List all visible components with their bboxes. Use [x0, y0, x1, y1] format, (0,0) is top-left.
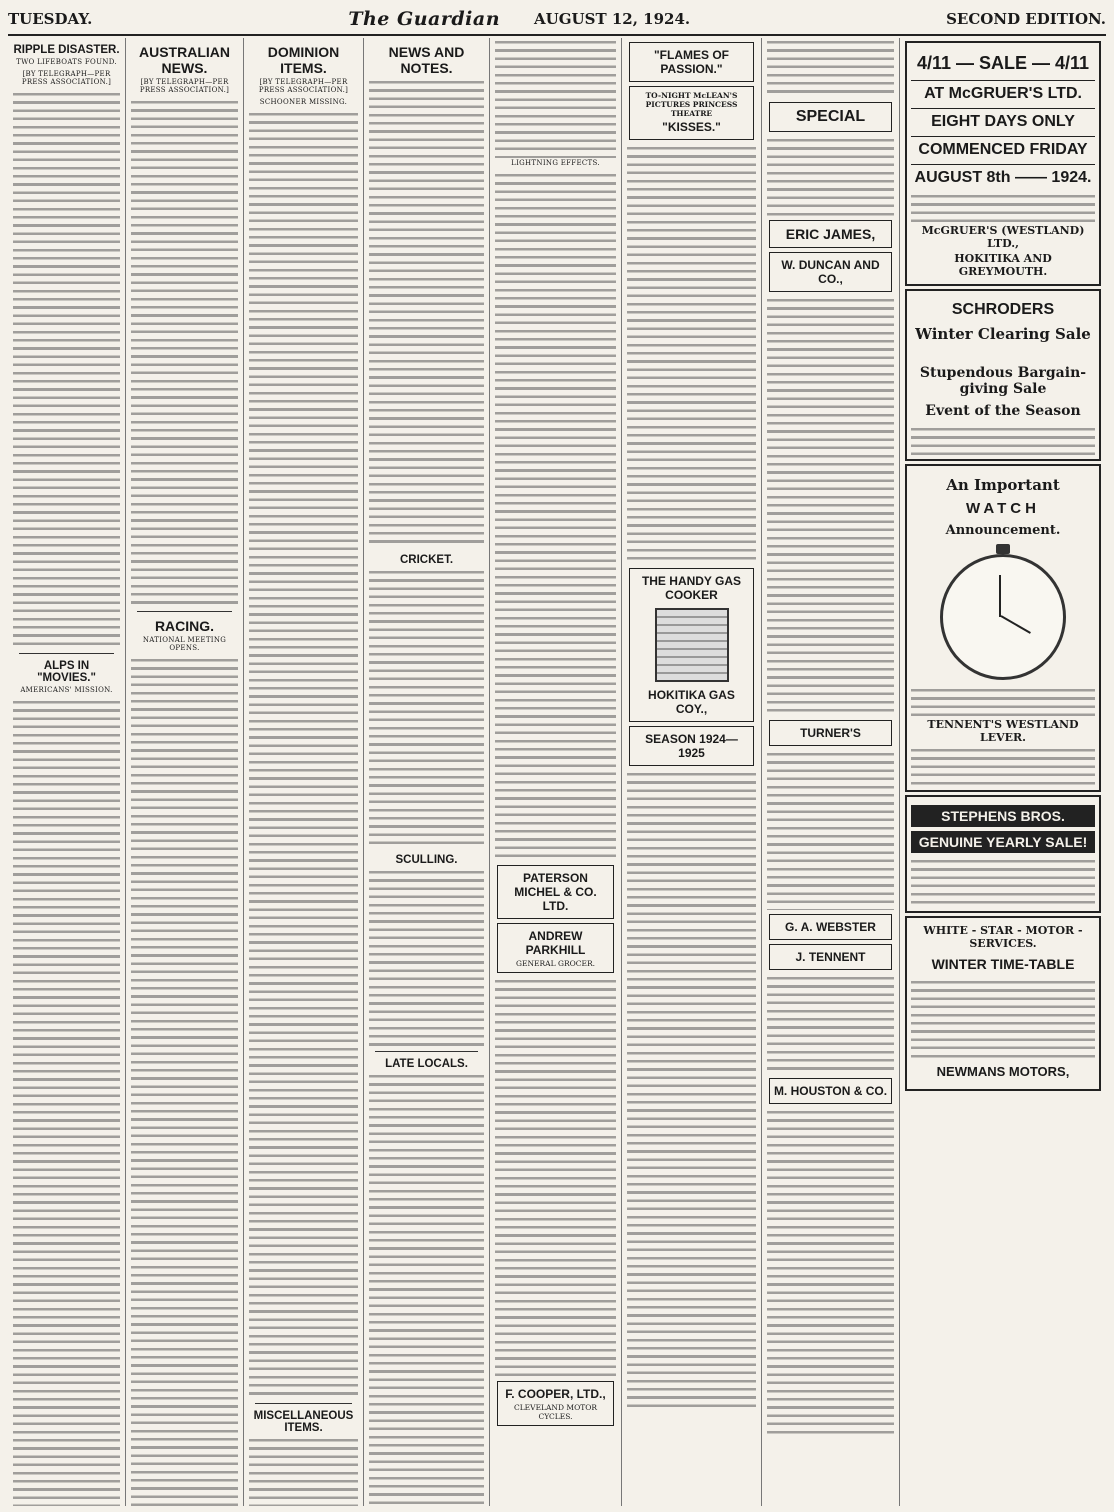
ad-pictures: TO-NIGHT McLEAN'S PICTURES PRINCESS THEATRE "KISSES."	[629, 86, 754, 140]
column-6	[622, 38, 762, 1506]
column-7	[762, 38, 900, 1506]
article-body	[369, 868, 484, 1048]
ad-duncan: W. DUNCAN AND CO.,	[769, 252, 892, 292]
subhead-schooner: SCHOONER MISSING.	[259, 98, 348, 106]
subhead-americans: AMERICANS' MISSION.	[20, 686, 113, 694]
headline-late-locals: LATE LOCALS.	[385, 1058, 468, 1070]
article-body	[369, 568, 484, 848]
subhead-lightning: LIGHTNING EFFECTS.	[511, 159, 600, 167]
column-8	[900, 38, 1106, 1506]
article-body	[767, 296, 894, 716]
article-body	[369, 78, 484, 548]
article-body	[13, 90, 120, 650]
ad-webster: G. A. WEBSTER	[769, 914, 892, 940]
press-credit: [BY TELEGRAPH—PER PRESS ASSOCIATION.]	[21, 70, 112, 86]
article-body	[369, 1072, 484, 1506]
article-body	[249, 110, 358, 1400]
ad-season: SEASON 1924—1925	[629, 726, 754, 766]
article-body	[767, 974, 894, 1074]
headline-cricket: CRICKET.	[399, 554, 454, 566]
headline-dominion: DOMINION ITEMS.	[267, 44, 340, 76]
pocket-watch-icon	[940, 554, 1066, 680]
article-body	[767, 136, 894, 216]
headline-racing: RACING.	[154, 618, 215, 634]
article-body	[767, 1108, 894, 1438]
ad-schroders: SCHRODERS Winter Clearing Sale Stupendous Bargain-giving Sale Event of the Season	[905, 289, 1101, 461]
ad-turner: TURNER'S	[769, 720, 892, 746]
press-credit: [BY TELEGRAPH—PER PRESS ASSOCIATION.]	[258, 78, 349, 94]
edition-label: SECOND EDITION.	[946, 10, 1106, 28]
ad-tennent: J. TENNENT	[769, 944, 892, 970]
article-body	[249, 1436, 358, 1506]
column-4	[364, 38, 490, 1506]
watch-crown-icon	[996, 544, 1010, 554]
headline-misc: MISCELLANEOUS ITEMS.	[253, 1410, 354, 1434]
headline-ripple: RIPPLE DISASTER.	[13, 44, 120, 56]
subhead-national: NATIONAL MEETING OPENS.	[142, 636, 227, 652]
ad-gas-cooker: THE HANDY GAS COOKER HOKITIKA GAS COY.,	[629, 568, 754, 722]
headline-australian: AUSTRALIAN NEWS.	[139, 44, 230, 76]
paper-title: The Guardian	[348, 8, 501, 30]
article-body	[495, 171, 616, 861]
ad-white-star: WHITE - STAR - MOTOR - SERVICES. WINTER TIME-TABLE NEWMANS MOTORS,	[905, 916, 1101, 1091]
ad-eric-james: ERIC JAMES,	[769, 220, 892, 248]
article-body	[13, 698, 120, 1506]
stove-illustration	[655, 608, 729, 682]
issue-date: AUGUST 12, 1924.	[534, 10, 691, 28]
ad-parkhill: ANDREW PARKHILL GENERAL GROCER.	[497, 923, 614, 973]
article-body	[131, 98, 238, 608]
article-body	[627, 770, 756, 1410]
subhead-lifeboats: TWO LIFEBOATS FOUND.	[16, 58, 117, 66]
article-body	[131, 656, 238, 1506]
article-body	[495, 977, 616, 1377]
ad-watch: An Important WATCH Announcement. TENNENT'S WESTLAND LEVER.	[905, 464, 1101, 792]
ad-flames: "FLAMES OF PASSION."	[629, 42, 754, 82]
ad-mcgruers-sale: 4/11 — SALE — 4/11 AT McGRUER'S LTD. EIGHT DAYS ONLY COMMENCED FRIDAY AUGUST 8th —— 1924. McGRUER'S (WESTLAND) LTD., HOKITIKA AND GREYMOUTH.	[905, 41, 1101, 286]
masthead	[8, 4, 1106, 36]
column-5	[490, 38, 622, 1506]
ad-cooper: F. COOPER, LTD., CLEVELAND MOTOR CYCLES.	[497, 1381, 614, 1426]
article-body	[627, 144, 756, 564]
column-3	[244, 38, 364, 1506]
column-2	[126, 38, 244, 1506]
article-body	[495, 38, 616, 158]
headline-news-notes: NEWS AND NOTES.	[388, 44, 465, 76]
article-body	[767, 38, 894, 98]
headline-alps: ALPS IN "MOVIES."	[37, 660, 96, 684]
article-body	[767, 750, 894, 910]
press-credit: [BY TELEGRAPH—PER PRESS ASSOCIATION.]	[139, 78, 230, 94]
ad-special: SPECIAL	[769, 102, 892, 132]
issue-day: TUESDAY.	[8, 10, 93, 28]
headline-sculling: SCULLING.	[395, 854, 458, 866]
ad-houston: M. HOUSTON & CO.	[769, 1078, 892, 1104]
ad-stephens: STEPHENS BROS. GENUINE YEARLY SALE!	[905, 795, 1101, 913]
ad-paterson: PATERSON MICHEL & CO. LTD.	[497, 865, 614, 919]
column-1	[8, 38, 126, 1506]
